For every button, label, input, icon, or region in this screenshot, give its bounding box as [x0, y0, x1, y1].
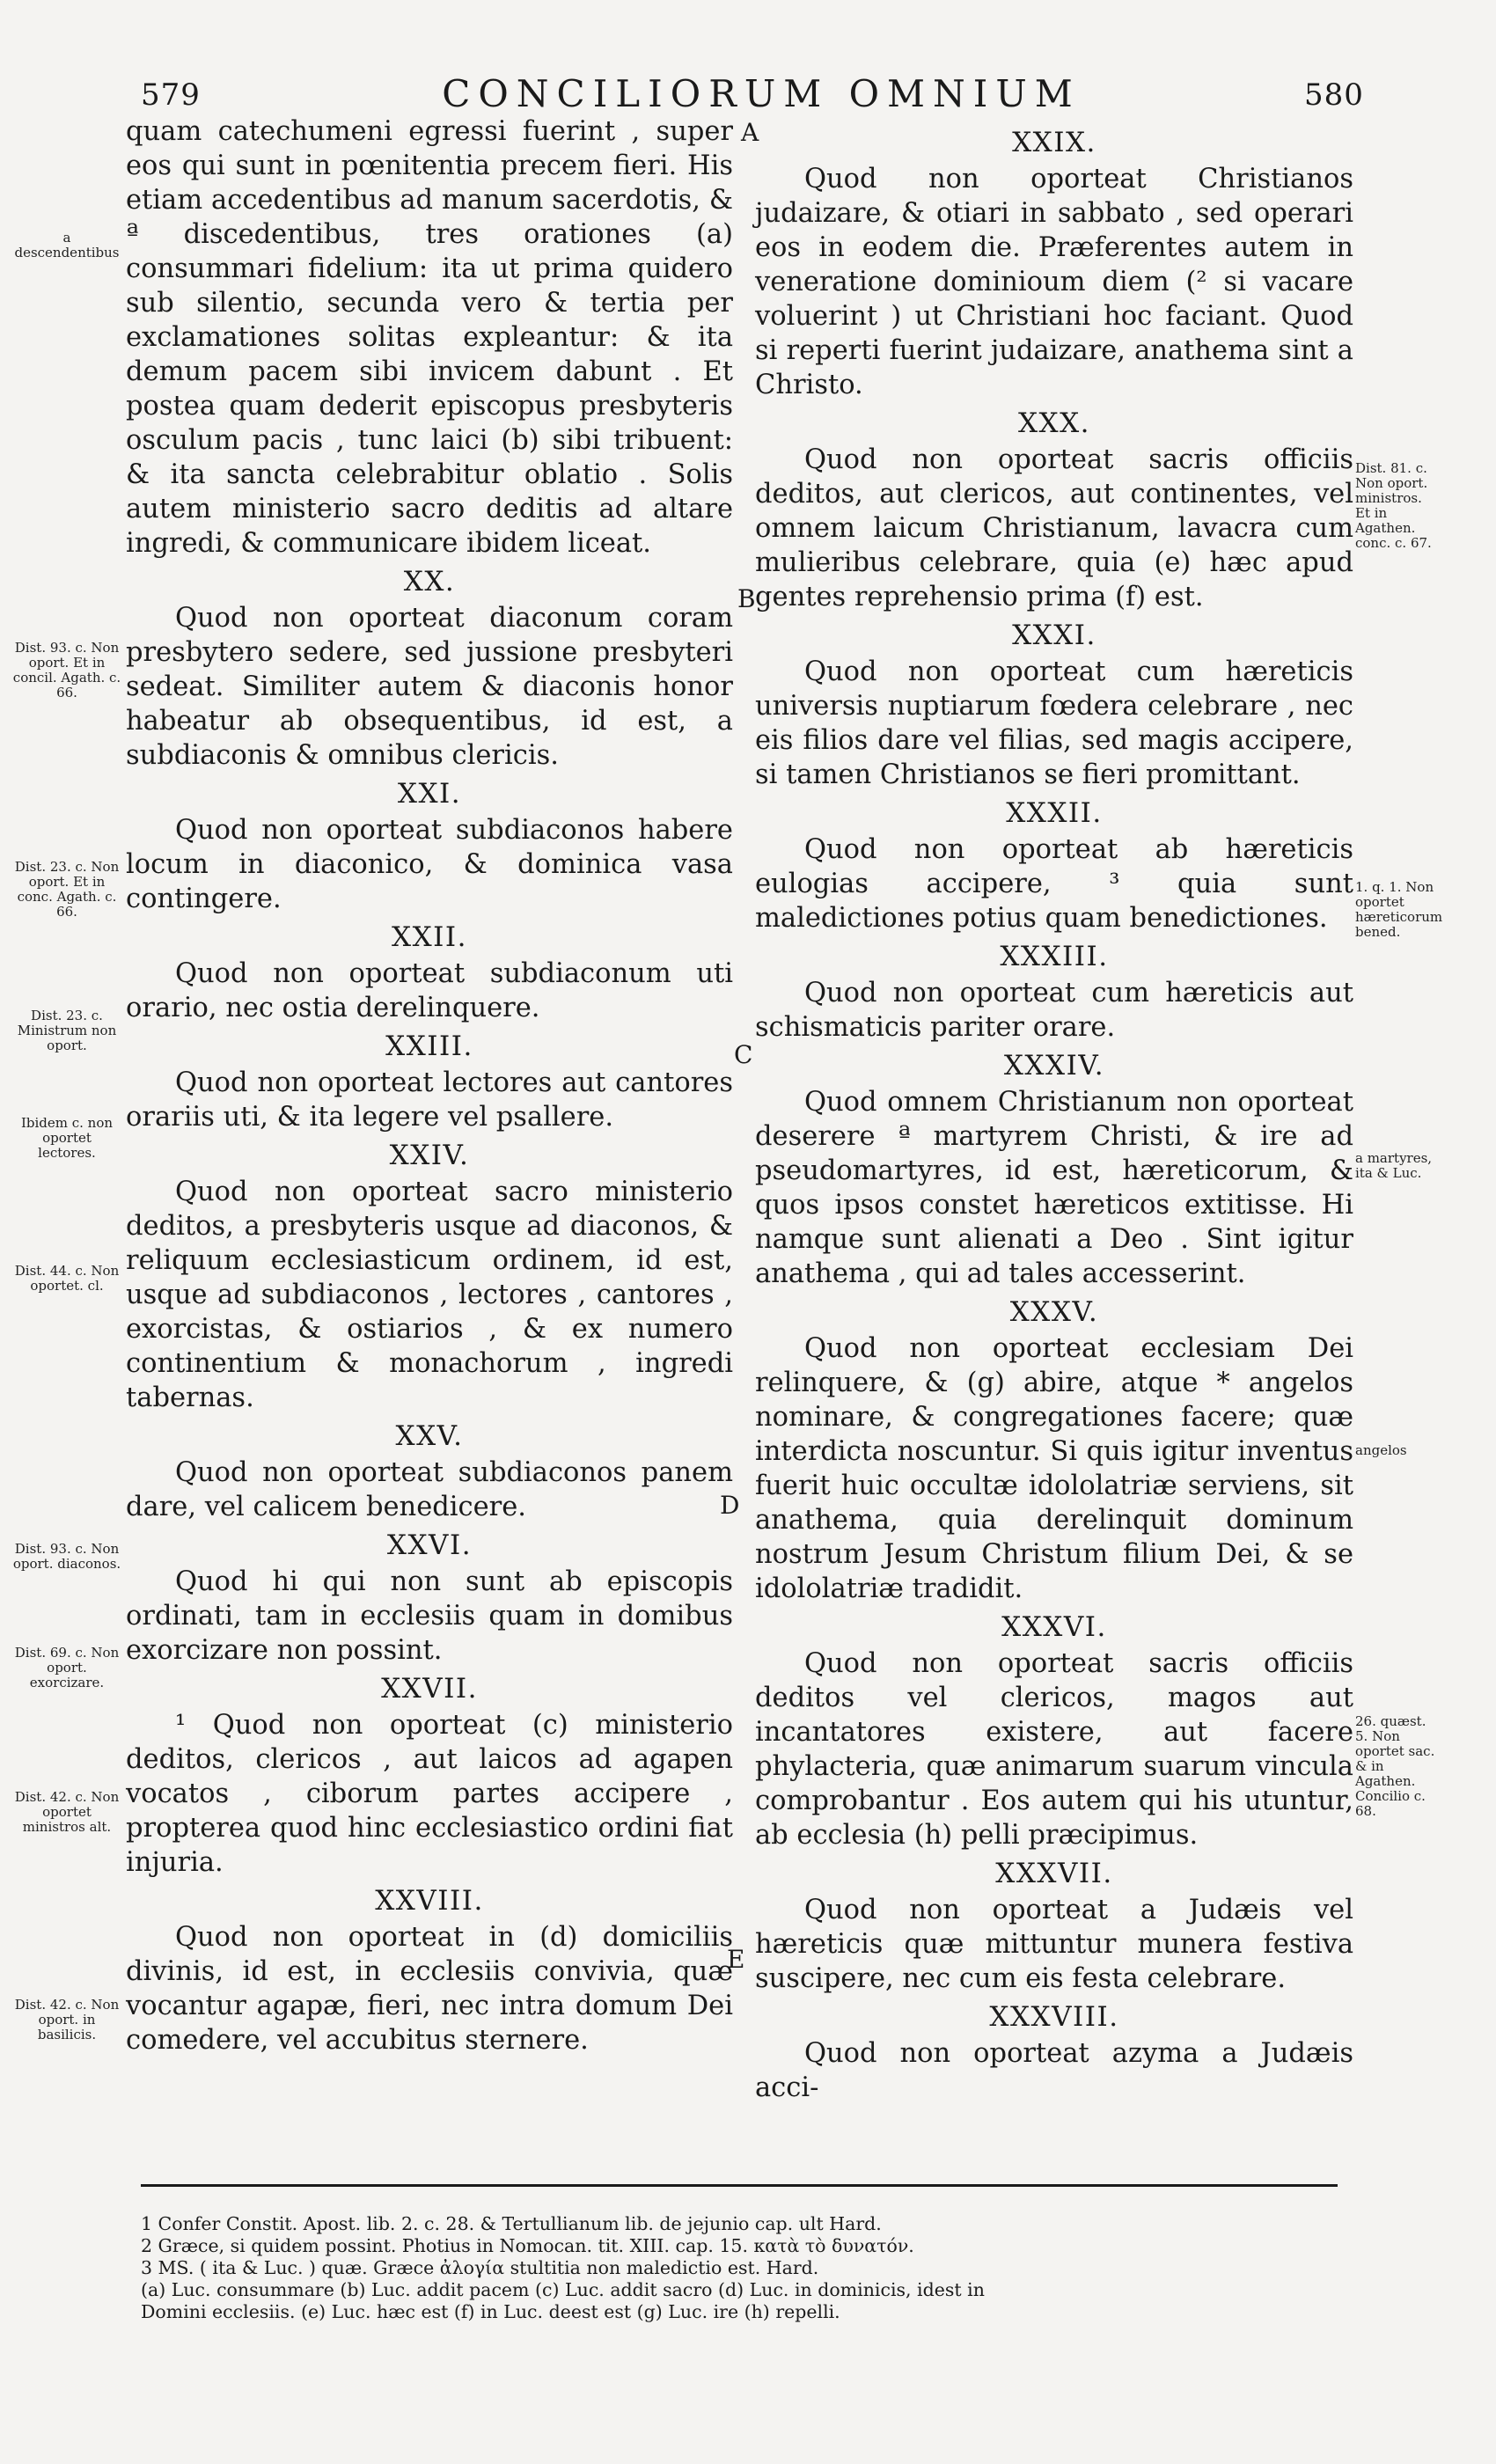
canon-text: Quod non oporteat ab hæreticis eulogias accipere, ³ quia sunt maledictiones potius quam benedictiones.	[755, 834, 1353, 934]
canon-text: Quod non oporteat ecclesiam Dei relinquere, & (g) abire, atque * angelos nominare, & congregationes facere; quæ interdicta noscuntur. Si quis igitur inventus fuerit huic occultæ idololatriæ serviens, sit anathema, quia derelinquit dominum nostrum Jesum Christum filium Dei, & se idololatriæ tradidit.	[755, 1333, 1353, 1604]
page-number-right: 580	[1304, 77, 1364, 113]
footnote-line: 3 MS. ( ita & Luc. ) quæ. Græce ἀλογία stultitia non maledictio est. Hard.	[141, 2257, 819, 2278]
margin-note: Dist. 69. c. Non oport. exorcizare.	[14, 1645, 120, 1690]
canon-number: XXXV.	[1009, 1296, 1099, 1328]
canon-text: Quod non oporteat subdiaconos panem dare, vel calicem benedicere.	[126, 1457, 733, 1522]
canon-text: Quod non oporteat Christianos judaizare, & otiari in sabbato , sed operari eos in eodem die. Præferentes autem in veneratione dominioum diem (² si vacare voluerint ) ut Christiani hoc faciant. Quod si reperti fuerint judaizare, anathema sint a Christo.	[755, 164, 1353, 400]
canon-text: Quod omnem Christianum non oporteat deserere ª martyrem Christi, & ire ad pseudomartyres, id est, hæreticorum, & quos ipsos constet hæreticos extitisse. Hi namque sunt alienati a Deo . Sint igitur anathema , qui ad tales accesserint.	[755, 1087, 1353, 1289]
canon-text: ¹ Quod non oporteat (c) ministerio deditos, clericos , aut laicos ad agapen vocatos , ciborum partes accipere , propterea quod hinc ecclesiastico ordini fiat injuria.	[126, 1710, 733, 1878]
margin-note: Dist. 23. c. Non oport. Et in conc. Agath. c. 66.	[14, 859, 120, 920]
page-number-left: 579	[141, 77, 201, 113]
margin-note: a martyres, ita & Luc.	[1355, 1150, 1433, 1181]
canon-number: XXIII.	[385, 1030, 473, 1062]
canon-number: XXXII.	[1006, 797, 1103, 829]
canon-number: XXIX.	[1012, 127, 1096, 158]
footnote-rule	[141, 2184, 1338, 2187]
left-column	[126, 114, 733, 2057]
section-letter: D	[720, 1491, 740, 1520]
canon-number: XXVII.	[381, 1673, 478, 1705]
canon-number: XXVIII.	[375, 1885, 484, 1917]
canon-text: Quod non oporteat a Judæis vel hæreticis quæ mittuntur munera festiva suscipere, nec cum eis festa celebrare.	[755, 1895, 1353, 1994]
section-letter: B	[737, 584, 756, 613]
canon-text: Quod non oporteat sacris officiis deditos vel clericos, magos aut incantatores existere, aut facere phylacteria, quæ animarum suarum vincula comprobantur . Eos autem qui his utuntur, ab ecclesia (h) pelli præcipimus.	[755, 1648, 1353, 1851]
margin-note: Dist. 93. c. Non oport. diaconos.	[12, 1541, 121, 1572]
canon-text: Quod non oporteat in (d) domiciliis divinis, id est, in ecclesiis convivia, quæ vocantur agapæ, fieri, nec intra domum Dei comedere, vel accubitus sternere.	[126, 1922, 733, 2056]
running-title: CONCILIORUM OMNIUM	[442, 72, 1081, 115]
margin-note: Dist. 42. c. Non oportet ministros alt.	[14, 1789, 120, 1835]
footnote-line: 2 Græce, si quidem possint. Photius in Nomocan. tit. XIII. cap. 15. κατὰ τὸ δυνατόν.	[141, 2235, 914, 2256]
canon-text: Quod non oporteat lectores aut cantores orariis uti, & ita legere vel psallere.	[126, 1067, 733, 1133]
canon-number: XXXVIII.	[989, 2001, 1119, 2033]
canon-text: Quod non oporteat subdiaconos habere locum in diaconico, & dominica vasa contingere.	[126, 815, 733, 914]
canon-text: Quod non oporteat azyma a Judæis acci-	[755, 2038, 1353, 2103]
canon-number: XXXVII.	[995, 1858, 1113, 1889]
canon-number: XXXIV.	[1003, 1050, 1105, 1082]
canon-number: XXII.	[392, 921, 467, 953]
section-letter: E	[727, 1945, 745, 1974]
canon-text: Quod non oporteat sacro ministerio deditos, a presbyteris usque ad diaconos, & reliquum ecclesiasticum ordinem, id est, usque ad subdiaconos , lectores , cantores , exorcistas, & ostiarios , & ex numero continentium & monachorum , ingredi tabernas.	[126, 1177, 733, 1413]
canon-number: XXXI.	[1012, 620, 1096, 651]
footnote-line: 1 Confer Constit. Apost. lib. 2. c. 28. & Tertullianum lib. de jejunio cap. ult Hard.	[141, 2213, 882, 2234]
margin-note: Dist. 93. c. Non oport. Et in concil. Agath. c. 66.	[12, 640, 121, 700]
canon-number: XX.	[403, 566, 456, 598]
canon-number: XXV.	[395, 1420, 464, 1452]
margin-note: Dist. 23. c. Ministrum non oport.	[17, 1008, 117, 1053]
canon-number: XXI.	[397, 778, 462, 810]
margin-note: angelos	[1355, 1442, 1407, 1458]
margin-note: Ibidem c. non oportet lectores.	[20, 1115, 114, 1161]
canon-text: Quod non oporteat cum hæreticis universis nuptiarum fœdera celebrare , nec eis filios dare vel filias, sed magis accipere, si tamen Christianos se fieri promittant.	[755, 656, 1353, 790]
margin-note: Dist. 44. c. Non oportet. cl.	[14, 1263, 120, 1294]
canon-text: quam catechumeni egressi fuerint , super eos qui sunt in pœnitentia precem fieri. His etiam accedentibus ad manum sacerdotis, & ª discedentibus, tres orationes (a) consummari fidelium: ita ut prima quidero sub silentio, secunda vero & tertia per exclamationes solitas expleantur: & ita demum pacem sibi invicem dabunt . Et postea quam dederit episcopus presbyteris osculum pacis , tunc laici (b) sibi tribuent: & ita sancta celebrabitur oblatio . Solis autem ministerio sacro deditis ad altare ingredi, & communicare ibidem liceat.	[126, 116, 733, 559]
canon-text: Quod non oporteat subdiaconum uti orario, nec ostia derelinquere.	[126, 958, 733, 1023]
section-letter: A	[741, 118, 759, 147]
margin-note: a descendentibus	[14, 230, 120, 260]
canon-number: XXX.	[1017, 407, 1091, 439]
section-letter: C	[734, 1040, 753, 1069]
canon-number: XXXVI.	[1001, 1611, 1107, 1643]
canon-number: XXIV.	[389, 1140, 470, 1171]
canon-text: Quod non oporteat diaconum coram presbytero sedere, sed jussione presbyteri sedeat. Similiter autem & diaconis honor habeatur ab obsequentibus, id est, a subdiaconis & omnibus clericis.	[126, 603, 733, 771]
footnote-line: (a) Luc. consummare (b) Luc. addit pacem (c) Luc. addit sacro (d) Luc. in dominicis, idest in	[141, 2279, 985, 2300]
right-column	[755, 121, 1353, 2105]
margin-note: Dist. 42. c. Non oport. in basilicis.	[14, 1997, 120, 2042]
canon-number: XXVI.	[386, 1529, 473, 1561]
margin-note: 26. quæst. 5. Non oportet sac. & in Agathen. Concilio c. 68.	[1355, 1713, 1435, 1819]
footnote-line: Domini ecclesiis. (e) Luc. hæc est (f) in Luc. deest est (g) Luc. ire (h) repelli.	[141, 2301, 840, 2322]
margin-note: Dist. 81. c. Non oport. ministros. Et in Agathen. conc. c. 67.	[1355, 460, 1432, 551]
canon-number: XXXIII.	[1000, 941, 1109, 972]
canon-text: Quod non oporteat sacris officiis deditos, aut clericos, aut continentes, vel omnem laicum Christianum, lavacra cum mulieribus celebrare, quia (e) hæc apud gentes reprehensio prima (f) est.	[755, 444, 1353, 612]
footnotes	[141, 2213, 1338, 2323]
canon-text: Quod hi qui non sunt ab episcopis ordinati, tam in ecclesiis quam in domibus exorcizare non possint.	[126, 1566, 733, 1666]
margin-note: 1. q. 1. Non oportet hæreticorum bened.	[1355, 879, 1443, 940]
canon-text: Quod non oporteat cum hæreticis aut schismaticis pariter orare.	[755, 978, 1353, 1043]
